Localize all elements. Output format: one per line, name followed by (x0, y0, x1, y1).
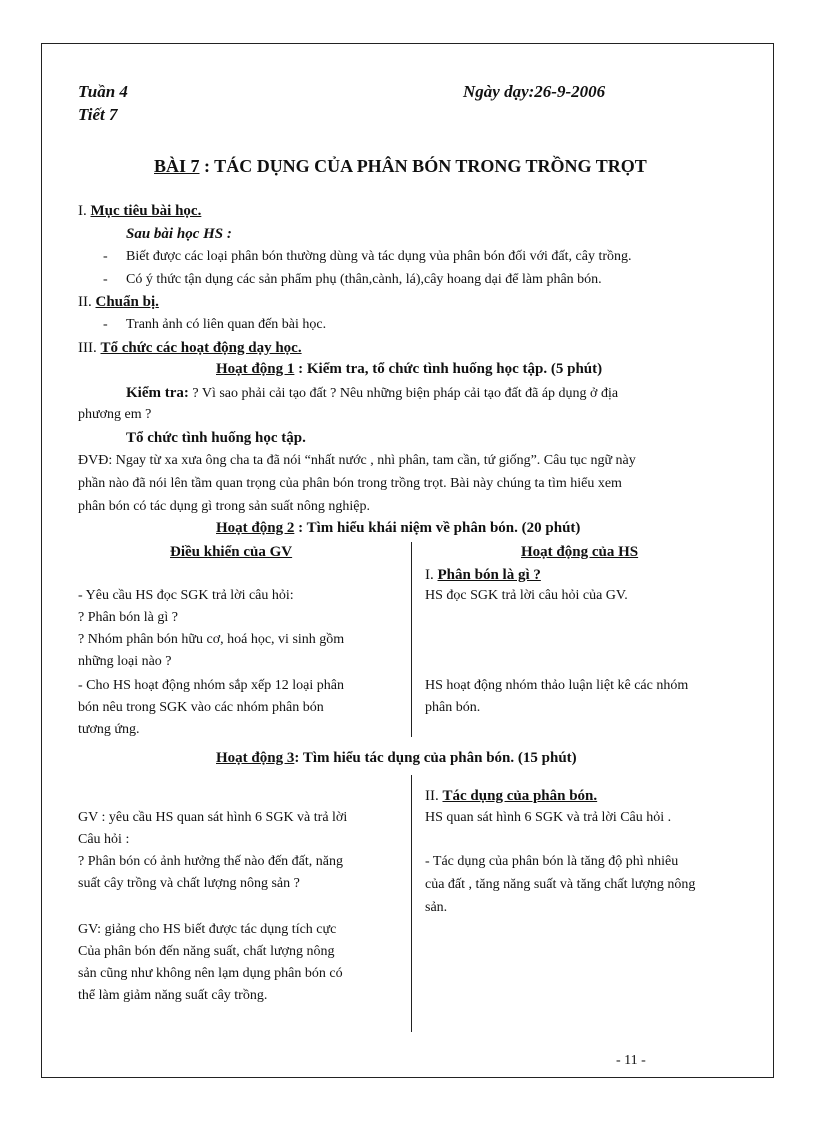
dvd-line: phần nào đã nói lên tầm quan trọng của phân bón trong trồng trọt. Bài này chúng ta tìm hiểu xem (78, 476, 622, 491)
teacher-line: tương ứng. (78, 722, 140, 737)
section-1-heading (78, 203, 201, 220)
check-label: Kiểm tra: (126, 385, 189, 401)
check-text: ? Vì sao phải cải tạo đất ? Nêu những biện pháp cải tạo đất đã áp dụng ở địa (188, 386, 619, 401)
page-number: - 11 - (616, 1053, 646, 1068)
teacher-line: ? Phân bón có ảnh hưởng thế nào đến đất, năng (78, 854, 343, 869)
section-3-roman: III. (78, 340, 101, 356)
teacher-line: GV : yêu cầu HS quan sát hình 6 SGK và trả lời (78, 810, 348, 825)
teacher-line: suất cây trồng và chất lượng nông sản ? (78, 876, 300, 891)
section-2-heading (78, 294, 159, 311)
activity-3-title: : Tìm hiểu tác dụng của phân bón. (15 phút) (294, 750, 577, 766)
teacher-line: những loại nào ? (78, 654, 172, 669)
check-question-line (126, 385, 618, 402)
week-label: Tuần 4 (78, 82, 128, 101)
student-line: phân bón. (425, 700, 481, 715)
right-section-roman: II. (425, 788, 443, 804)
right-section-2-heading (425, 788, 597, 805)
student-line: sản. (425, 900, 448, 915)
activity-3-label: Hoạt động 3 (216, 750, 295, 766)
section-1-bullet: Có ý thức tận dụng các sản phẩm phụ (thân,cành, lá),cây hoang dại để làm phân bón. (126, 272, 602, 287)
section-2-title: Chuẩn bị. (95, 294, 159, 310)
bullet-dash: - (103, 317, 108, 332)
teacher-line: Câu hỏi : (78, 832, 130, 847)
activity-1-heading (216, 361, 602, 378)
teacher-line: thể làm giảm năng suất cây trồng. (78, 988, 268, 1003)
column-header-student: Hoạt động của HS (521, 544, 639, 560)
teacher-line: ? Nhóm phân bón hữu cơ, hoá học, vi sinh gồm (78, 632, 345, 647)
lesson-name: : TÁC DỤNG CỦA PHÂN BÓN TRONG TRỒNG TRỌT (199, 156, 647, 176)
student-line: HS đọc SGK trả lời câu hỏi của GV. (425, 588, 628, 603)
section-2-roman: II. (78, 294, 96, 310)
bullet-dash: - (103, 249, 108, 264)
column-header-teacher: Điều khiển của GV (170, 544, 293, 560)
bullet-dash: - (103, 272, 108, 287)
teacher-line: bón nêu trong SGK vào các nhóm phân bón (78, 700, 324, 715)
right-section-1-heading (425, 567, 541, 584)
teacher-line: - Cho HS hoạt động nhóm sắp xếp 12 loại phân (78, 678, 344, 693)
check-text-continued: phương em ? (78, 407, 152, 422)
activity-1-title: : Kiểm tra, tổ chức tình huống học tập. (5 phút) (294, 361, 603, 377)
right-section-roman: I. (425, 567, 438, 583)
section-1-roman: I. (78, 203, 91, 219)
activity-2-title: : Tìm hiểu khái niệm về phân bón. (20 phút) (294, 520, 581, 536)
teacher-line: sản cũng như không nên lạm dụng phân bón có (78, 966, 343, 981)
student-line: - Tác dụng của phân bón là tăng độ phì nhiêu (425, 854, 679, 869)
student-line: HS quan sát hình 6 SGK và trả lời Câu hỏi . (425, 810, 672, 825)
lesson-number: BÀI 7 (154, 156, 200, 176)
section-2-bullet: Tranh ảnh có liên quan đến bài học. (126, 317, 327, 332)
activity-1-label: Hoạt động 1 (216, 361, 295, 377)
activity-2-label: Hoạt động 2 (216, 520, 295, 536)
section-1-bullet: Biết được các loại phân bón thường dùng và tác dụng vủa phân bón đối với đất, cây trồng. (126, 249, 632, 264)
student-line: của đất , tăng năng suất và tăng chất lượng nông (425, 877, 696, 892)
activity-3-heading (216, 750, 577, 767)
section-3-title: Tổ chức các hoạt động dạy học. (100, 340, 302, 356)
teacher-line: ? Phân bón là gì ? (78, 610, 178, 625)
teacher-line: - Yêu cầu HS đọc SGK trả lời câu hỏi: (78, 588, 294, 603)
column-divider (411, 542, 412, 737)
section-1-title: Mục tiêu bài học. (90, 203, 202, 219)
student-line: HS hoạt động nhóm thảo luận liệt kê các nhóm (425, 678, 689, 693)
teacher-line: Của phân bón đến năng suất, chất lượng nông (78, 944, 335, 959)
teaching-date: Ngày dạy:26-9-2006 (463, 82, 606, 101)
dvd-line: ĐVĐ: Ngay từ xa xưa ông cha ta đã nói “nhất nước , nhì phân, tam cần, tứ giống”. Câu tục ngữ này (78, 453, 636, 468)
situation-label: Tổ chức tình huống học tập. (126, 430, 306, 446)
activity-2-heading (216, 520, 580, 537)
page-title (154, 156, 647, 177)
section-3-heading (78, 340, 302, 357)
dvd-line: phân bón có tác dụng gì trong sản suất nông nghiệp. (78, 499, 371, 514)
column-divider (411, 775, 412, 1032)
teacher-line: GV: giảng cho HS biết được tác dụng tích cực (78, 922, 337, 937)
section-1-subheading: Sau bài học HS : (126, 226, 232, 242)
right-section-title: Tác dụng của phân bón. (442, 788, 598, 804)
period-label: Tiết 7 (78, 105, 118, 124)
right-section-title: Phân bón là gì ? (437, 567, 541, 583)
